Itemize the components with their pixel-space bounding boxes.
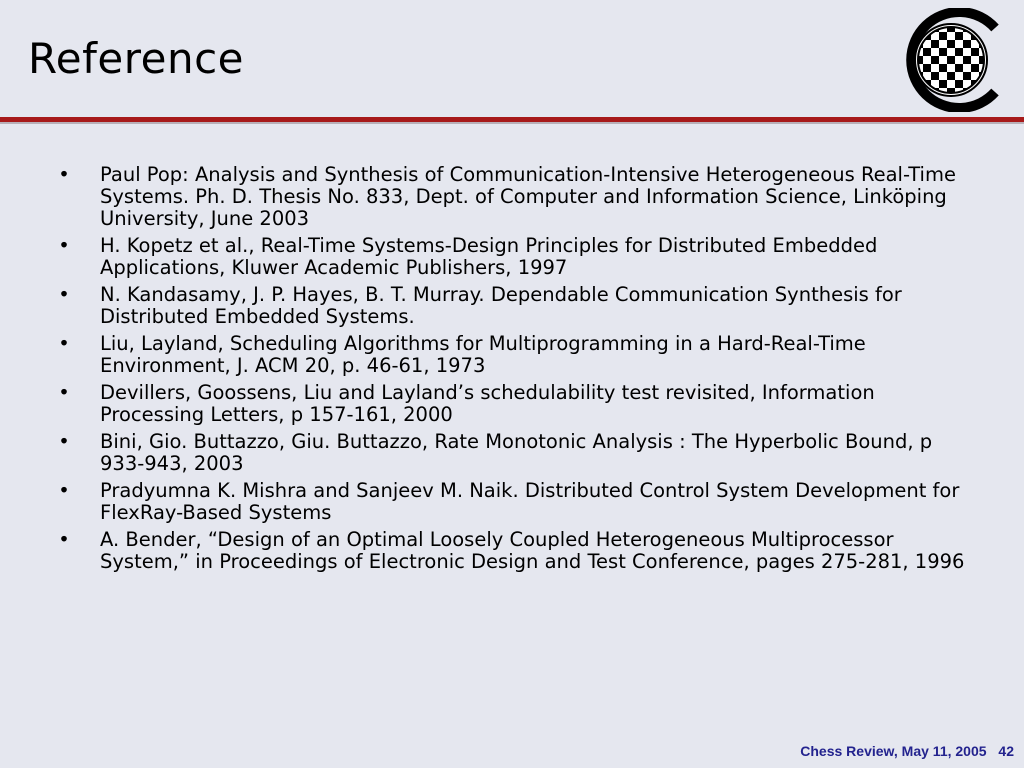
reference-text: Paul Pop: Analysis and Synthesis of Communication-Intensive Heterogeneous Real-Time Systems. Ph. D. Thesis No. 833, Dept. of Computer and Information Science, Linköping University, June 2003 xyxy=(100,163,956,230)
chess-review-c-logo-icon xyxy=(895,8,1015,112)
reference-text: Bini, Gio. Buttazzo, Giu. Buttazzo, Rate Monotonic Analysis : The Hyperbolic Bound, p 933-943, 2003 xyxy=(100,430,933,475)
reference-text: N. Kandasamy, J. P. Hayes, B. T. Murray. Dependable Communication Synthesis for Distributed Embedded Systems. xyxy=(100,283,902,328)
reference-item xyxy=(56,164,976,230)
slide-title: Reference xyxy=(28,34,244,83)
bullet-icon: • xyxy=(58,332,70,355)
bullet-icon: • xyxy=(58,381,70,404)
reference-item xyxy=(56,529,976,573)
reference-text: Liu, Layland, Scheduling Algorithms for Multiprogramming in a Hard-Real-Time Environment, J. ACM 20, p. 46-61, 1973 xyxy=(100,332,866,377)
bullet-icon: • xyxy=(58,283,70,306)
reference-text: A. Bender, “Design of an Optimal Loosely Coupled Heterogeneous Multiprocessor System,” in Proceedings of Electronic Design and Test Conference, pages 275-281, 1996 xyxy=(100,528,965,573)
reference-item xyxy=(56,284,976,328)
reference-item xyxy=(56,333,976,377)
bullet-icon: • xyxy=(58,479,70,502)
reference-item xyxy=(56,431,976,475)
reference-item xyxy=(56,235,976,279)
reference-item xyxy=(56,382,976,426)
bullet-icon: • xyxy=(58,430,70,453)
bullet-icon: • xyxy=(58,528,70,551)
bullet-icon: • xyxy=(58,163,70,186)
reference-text: Devillers, Goossens, Liu and Layland’s schedulability test revisited, Information Processing Letters, p 157-161, 2000 xyxy=(100,381,875,426)
slide-footer xyxy=(800,743,1014,759)
page-number: 42 xyxy=(998,743,1014,759)
footer-text: Chess Review, May 11, 2005 xyxy=(800,743,987,759)
bullet-icon: • xyxy=(58,234,70,257)
title-divider-shadow xyxy=(0,122,1024,124)
reference-item xyxy=(56,480,976,524)
reference-text: Pradyumna K. Mishra and Sanjeev M. Naik. Distributed Control System Development for FlexRay-Based Systems xyxy=(100,479,960,524)
reference-text: H. Kopetz et al., Real-Time Systems-Design Principles for Distributed Embedded Applications, Kluwer Academic Publishers, 1997 xyxy=(100,234,878,279)
reference-list xyxy=(56,164,976,578)
